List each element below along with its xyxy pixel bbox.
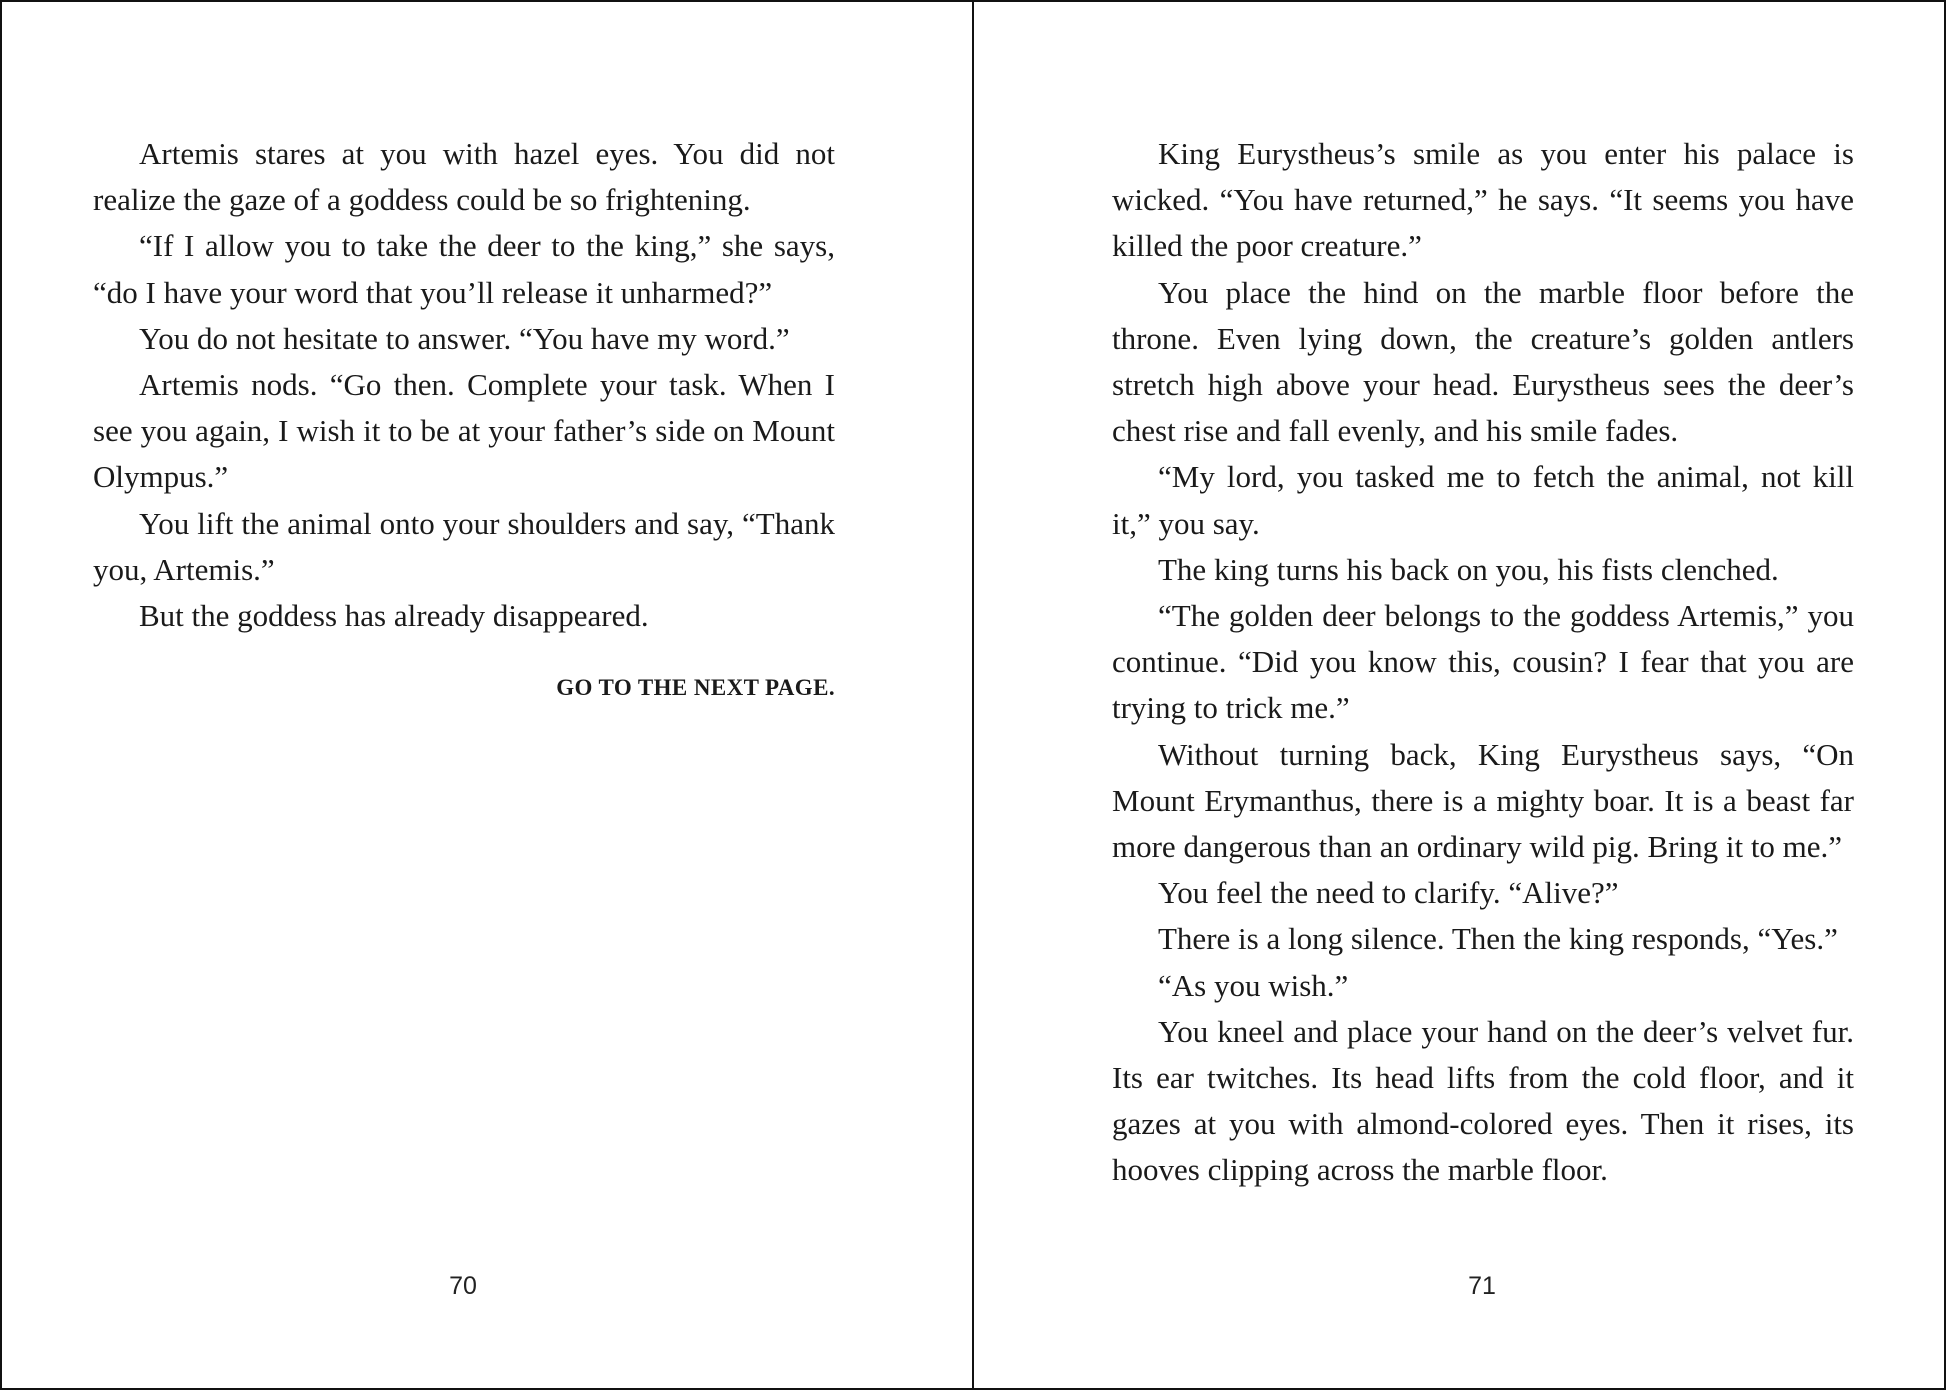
right-page [974,0,1946,1390]
paragraph: “As you wish.” [1158,967,1349,1003]
paragraph: You feel the need to clarify. “Alive?” [1158,875,1619,911]
paragraph: You kneel and place your hand on the deer’s velvet fur. Its ear twitches. Its head lifts from the cold floor, and it gazes at you with almond-colored eyes. Then it rises, its hooves clipping across the marble floor. [1112,1013,1854,1188]
paragraph: “My lord, you tasked me to fetch the animal, not kill it,” you say. [1112,459,1854,541]
right-page-text [1112,131,1854,1194]
paragraph: Without turning back, King Eurystheus says, “On Mount Erymanthus, there is a mighty boar. It is a beast far more dangerous than an ordinary wild pig. Bring it to me.” [1112,736,1854,865]
paragraph: Artemis stares at you with hazel eyes. You did not realize the gaze of a goddess could be so frightening. [93,136,835,218]
paragraph: King Eurystheus’s smile as you enter his palace is wicked. “You have returned,” he says. “It seems you have killed the poor creature.” [1112,136,1854,264]
paragraph: You place the hind on the marble floor before the throne. Even lying down, the creature’s golden antlers stretch high above your head. Eurystheus sees the deer’s chest rise and fall evenly, and his smile fades. [1112,274,1854,449]
paragraph: The king turns his back on you, his fists clenched. [1158,551,1779,587]
paragraph: Artemis nods. “Go then. Complete your task. When I see you again, I wish it to be at your father’s side on Mount Olympus.” [93,367,835,495]
page-number: 70 [449,1272,477,1300]
paragraph: “If I allow you to take the deer to the king,” she says, “do I have your word that you’ll release it unharmed?” [93,228,835,310]
left-page-text [93,131,835,711]
go-to-next-page-instruction: GO TO THE NEXT PAGE. [556,675,835,701]
left-page [0,0,972,1390]
page-number: 71 [1468,1272,1496,1300]
paragraph: There is a long silence. Then the king responds, “Yes.” [1158,921,1838,957]
paragraph: But the goddess has already disappeared. [139,598,649,634]
paragraph: “The golden deer belongs to the goddess Artemis,” you continue. “Did you know this, cousin? I fear that you are trying to trick me.” [1112,598,1854,726]
paragraph: You do not hesitate to answer. “You have my word.” [139,320,790,356]
paragraph: You lift the animal onto your shoulders and say, “Thank you, Artemis.” [93,505,835,587]
